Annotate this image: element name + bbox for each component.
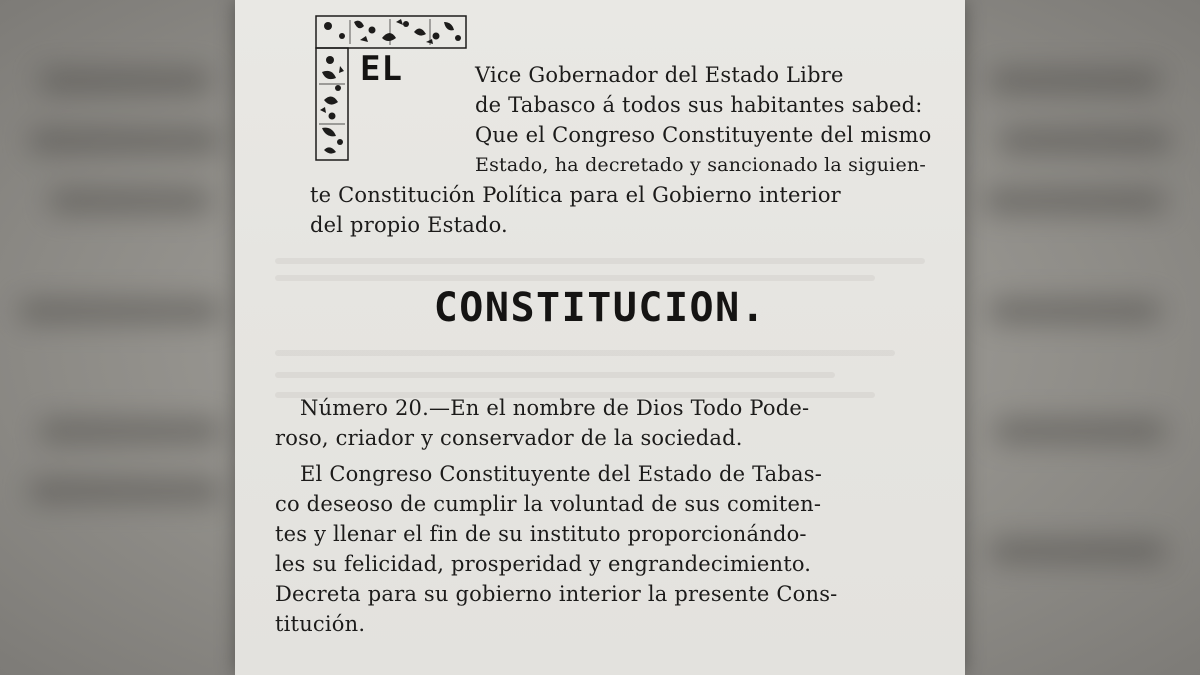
floral-ornament-icon: [310, 14, 470, 164]
intro-line-6: del propio Estado.: [310, 213, 508, 237]
intro-line-3: Que el Congreso Constituyente del mismo: [475, 123, 932, 147]
body-line-6: les su felicidad, prosperidad y engrandecimiento.: [275, 552, 812, 576]
body-line-5: tes y llenar el fin de su instituto proporcionándo-: [275, 522, 807, 546]
body-line-2: roso, criador y conservador de la sociedad.: [275, 426, 743, 450]
intro-line-5: te Constitución Política para el Gobierno interior: [310, 183, 841, 207]
drop-cap-letters: EL: [360, 49, 403, 89]
body-line-8: titución.: [275, 612, 366, 636]
page-title: CONSTITUCION.: [433, 285, 767, 331]
body-line-3: El Congreso Constituyente del Estado de Tabas-: [300, 462, 823, 486]
ornamental-drop-cap: [310, 14, 460, 162]
body-line-4: co deseoso de cumplir la voluntad de sus comiten-: [275, 492, 822, 516]
body-line-1: Número 20.—En el nombre de Dios Todo Pode-: [300, 396, 810, 420]
document-page: [235, 0, 965, 675]
intro-line-2: de Tabasco á todos sus habitantes sabed:: [475, 93, 923, 117]
body-line-7: Decreta para su gobierno interior la presente Cons-: [275, 582, 838, 606]
intro-line-1: Vice Gobernador del Estado Libre: [475, 63, 844, 87]
intro-line-4: Estado, ha decretado y sancionado la siguien-: [475, 154, 926, 176]
